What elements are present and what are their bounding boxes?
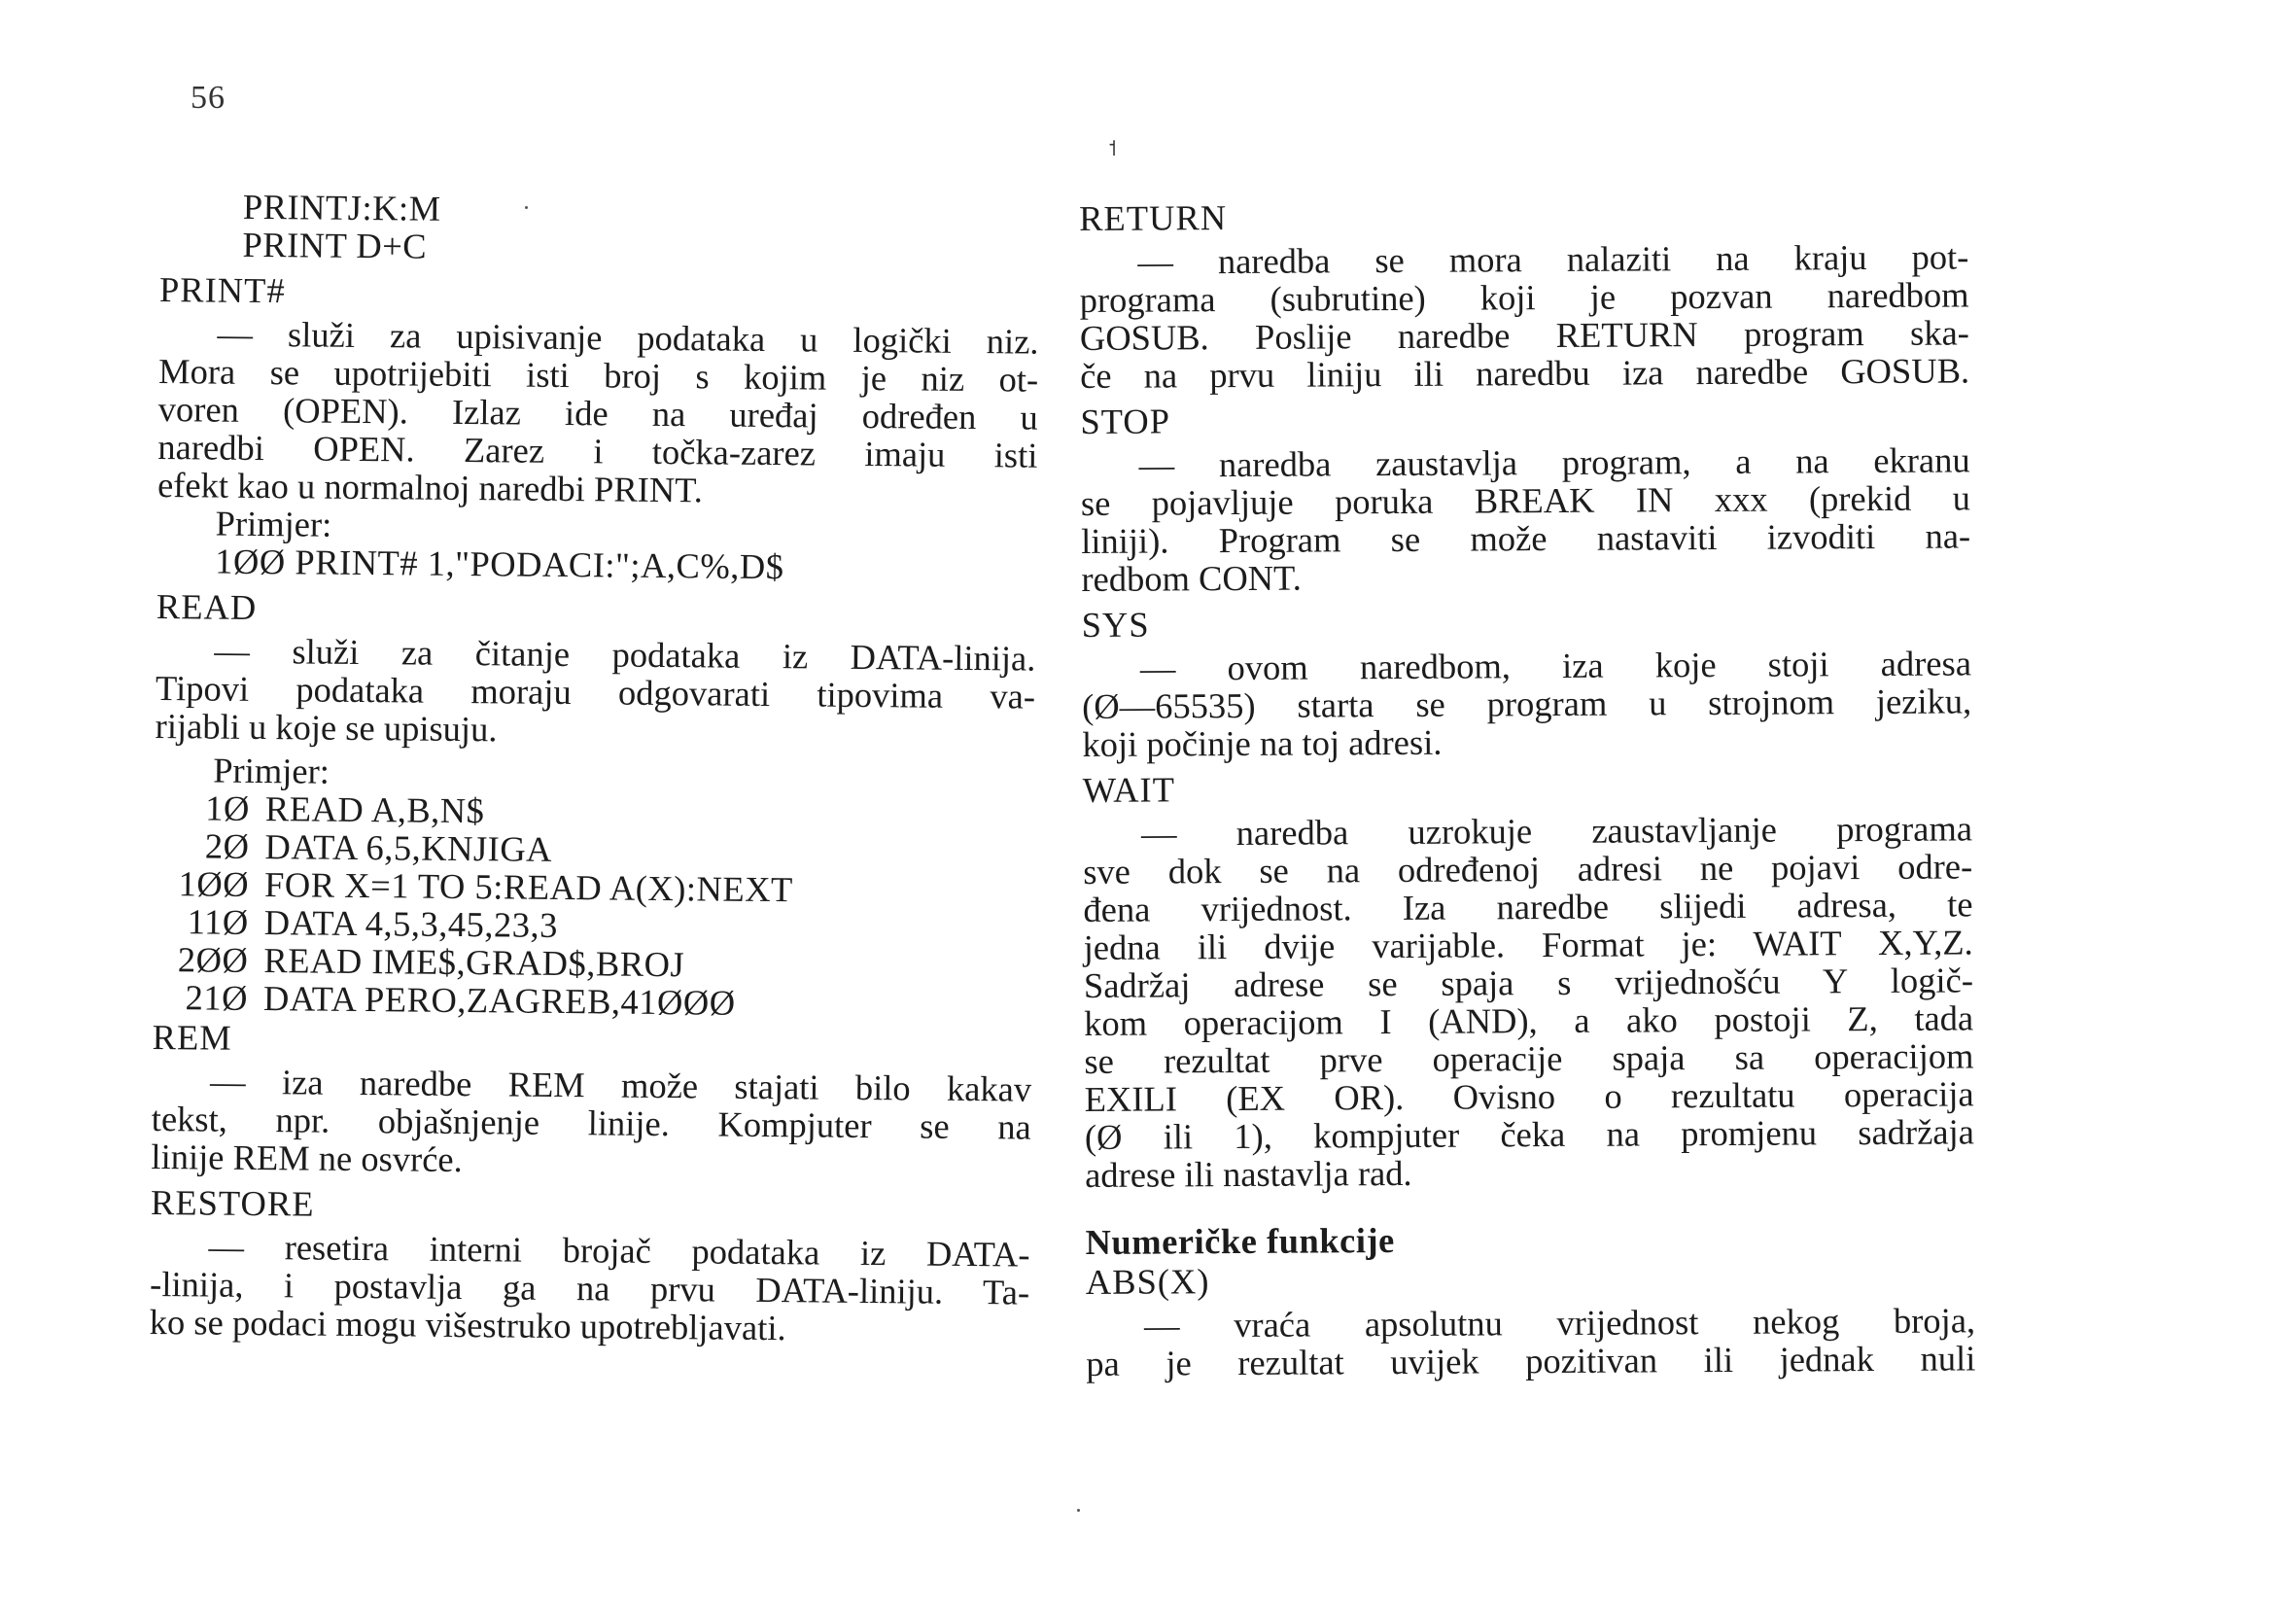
rem-description — [151, 1062, 1031, 1184]
description-line: liniji). Program se može nastaviti izvoditi na- — [1081, 515, 1971, 561]
print-hash-description — [157, 314, 1039, 512]
keyword-sys: SYS — [1081, 604, 1150, 645]
statement: READ IME$,GRAD$,BROJ — [263, 940, 685, 985]
description-line: — služi za upisivanje podataka u logički niz. — [217, 313, 1039, 362]
line-number: 2ØØ — [177, 939, 249, 980]
description-line: če na prvu liniju ili naredbu iza naredbe GOSUB. — [1079, 350, 1970, 396]
line-number: 11Ø — [187, 901, 249, 942]
description-line: — služi za čitanje podataka iz DATA-linija. — [214, 630, 1036, 679]
scan-speck — [1077, 1509, 1080, 1512]
line-number: 21Ø — [185, 977, 249, 1018]
abs-description — [1086, 1301, 1975, 1382]
keyword-abs: ABS(X) — [1085, 1261, 1210, 1302]
description-line: se rezultat prve operacije spaja sa operacijom — [1084, 1035, 1974, 1081]
description-line: redbom CONT. — [1081, 557, 1302, 599]
description-line: sve dok se na određenoj adresi ne pojavi odre- — [1083, 846, 1973, 891]
statement: FOR X=1 TO 5:READ A(X):NEXT — [263, 864, 794, 910]
description-line: rijabli u koje se upisuju. — [155, 705, 498, 750]
statement: READ A,B,N$ — [264, 788, 485, 831]
description-line: — iza naredbe REM može stajati bilo kakav — [209, 1061, 1032, 1109]
right-column — [1079, 192, 1975, 1382]
return-description — [1079, 237, 1969, 395]
description-line: ko se podaci mogu višestruko upotrebljavati. — [149, 1301, 786, 1348]
print-example-line: PRINTJ:K:M — [242, 186, 441, 228]
description-line: efekt kao u normalnoj naredbi PRINT. — [157, 464, 704, 510]
description-line: — naredba zaustavlja program, a na ekranu — [1138, 439, 1970, 485]
wait-description — [1083, 809, 1974, 1194]
description-line: se pojavljuje poruka BREAK IN xxx (prekid u — [1080, 477, 1971, 523]
page-number: 56 — [191, 80, 226, 116]
description-line: (Ø—65535) starta se program u strojnom jeziku, — [1082, 681, 1972, 726]
keyword-read: READ — [156, 585, 258, 627]
example-code-line: 1ØØ PRINT# 1,"PODACI:";A,C%,D$ — [215, 541, 784, 587]
description-line: -linija, i postavlja ga na prvu DATA-liniju. Ta- — [149, 1263, 1030, 1312]
description-line: jedna ili dvije varijable. Format je: WAIT X,Y,Z. — [1083, 922, 1973, 967]
left-column — [150, 187, 1040, 1349]
example-label: Primjer: — [213, 750, 330, 791]
stop-description — [1081, 440, 1971, 598]
line-number: 1ØØ — [178, 863, 250, 904]
description-line: voren (OPEN). Izlaz ide na uređaj određen u — [157, 388, 1038, 437]
description-line: GOSUB. Poslije naredbe RETURN program ska- — [1079, 312, 1969, 358]
description-line: — resetira interni brojač podataka iz DATA- — [208, 1226, 1030, 1275]
statement: DATA PERO,ZAGREB,41ØØØ — [262, 978, 736, 1023]
restore-description — [150, 1227, 1030, 1349]
description-line: adrese ili nastavlja rad. — [1085, 1152, 1412, 1195]
description-line: — vraća apsolutnu vrijednost nekog broja, — [1143, 1300, 1976, 1346]
keyword-stop: STOP — [1080, 401, 1171, 441]
description-line: linije REM ne osvrće. — [151, 1136, 463, 1180]
description-line: đena vrijednost. Iza naredbe slijedi adresa, te — [1083, 884, 1973, 929]
read-example-code — [153, 788, 1034, 1025]
read-description — [155, 631, 1035, 753]
description-line: Tipovi podataka moraju odgovarati tipovima va- — [155, 667, 1036, 717]
keyword-print-hash: PRINT# — [158, 268, 286, 311]
description-line: pa je rezultat uvijek pozitivan ili jednak nuli — [1086, 1338, 1976, 1383]
sys-description — [1082, 644, 1972, 763]
line-number: 2Ø — [204, 825, 250, 866]
code-line — [153, 978, 1032, 1025]
description-line: — ovom naredbom, iza koje stoji adresa — [1139, 643, 1972, 688]
description-line: Sadržaj adrese se spaja s vrijednošću Y logič- — [1083, 960, 1974, 1005]
keyword-return: RETURN — [1079, 197, 1228, 238]
description-line: — naredba uzrokuje zaustavljanje programa — [1140, 808, 1973, 854]
scan-mark: ˦ — [1108, 136, 1117, 160]
keyword-wait: WAIT — [1082, 769, 1176, 810]
statement: DATA 4,5,3,45,23,3 — [263, 902, 559, 945]
description-line: — naredba se mora nalaziti na kraju pot- — [1137, 236, 1969, 282]
section-heading: Numeričke funkcije — [1085, 1220, 1395, 1262]
description-line: Mora se upotrijebiti isti broj s kojim je niz ot- — [157, 350, 1039, 400]
description-line: naredbi OPEN. Zarez i točka-zarez imaju isti — [157, 426, 1038, 475]
print-example-line: PRINT D+C — [242, 224, 428, 266]
description-line: tekst, npr. objašnjenje linije. Kompjuter se na — [151, 1098, 1031, 1147]
description-line: koji počinje na toj adresi. — [1082, 721, 1443, 764]
description-line: programa (subrutine) koji je pozvan naredbom — [1079, 274, 1969, 320]
line-number: 1Ø — [205, 787, 251, 828]
description-line: (Ø ili 1), kompjuter čeka na promjenu sadržaja — [1084, 1111, 1975, 1157]
keyword-rem: REM — [152, 1016, 232, 1058]
description-line: kom operacijom I (AND), a ako postoji Z, tada — [1084, 997, 1974, 1043]
description-line: EXILI (EX OR). Ovisno o rezultatu operacija — [1084, 1073, 1974, 1119]
statement: DATA 6,5,KNJIGA — [264, 826, 553, 869]
keyword-restore: RESTORE — [150, 1181, 315, 1224]
example-label: Primjer: — [215, 503, 332, 544]
